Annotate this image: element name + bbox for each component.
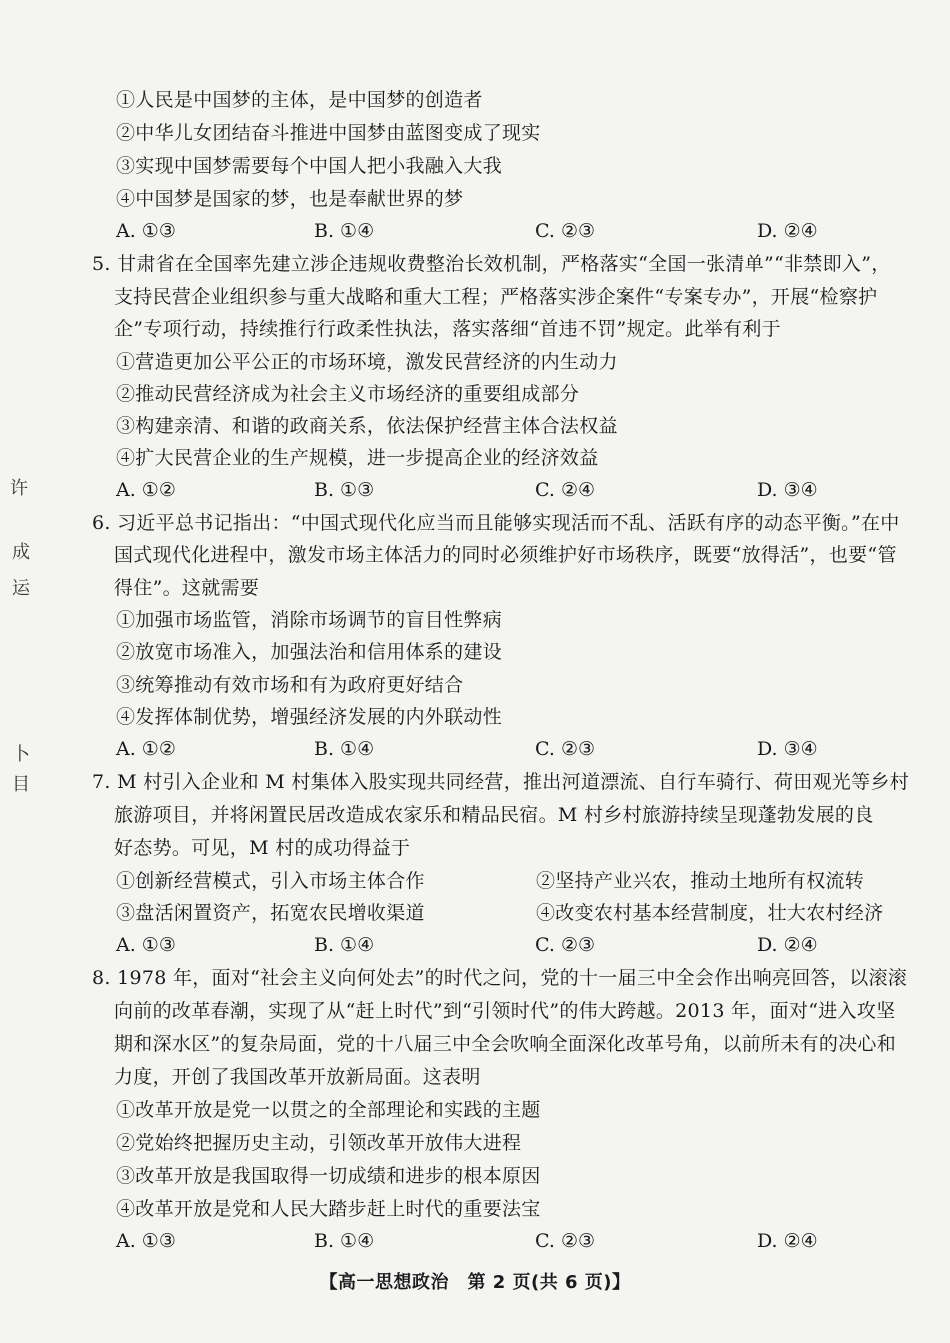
q4-option-2: ②中华儿女团结奋斗推进中国梦由蓝图变成了现实 — [116, 122, 541, 144]
q8-stem-line-3: 期和深水区”的复杂局面，党的十八届三中全会吹响全面深化改革号角，以前所未有的决心和 — [114, 1033, 897, 1055]
q8-answer-a: A. ①③ — [116, 1230, 176, 1252]
q5-option-1: ①营造更加公平公正的市场环境，激发民营经济的内生动力 — [116, 351, 618, 373]
q5-answer-a: A. ①② — [116, 479, 176, 501]
q4-answer-b: B. ①④ — [314, 220, 375, 242]
margin-mark-3: 运 — [12, 578, 30, 599]
q5-option-4: ④扩大民营企业的生产规模，进一步提高企业的经济效益 — [116, 447, 599, 469]
q5-answer-d: D. ③④ — [757, 479, 818, 501]
q5-answer-c: C. ②④ — [535, 479, 596, 501]
q6-answer-d: D. ③④ — [757, 738, 818, 760]
q6-answer-c: C. ②③ — [535, 738, 596, 760]
q5-option-3: ③构建亲清、和谐的政商关系，依法保护经营主体合法权益 — [116, 415, 618, 437]
q7-answer-d: D. ②④ — [757, 934, 818, 956]
margin-mark-2: 成 — [12, 542, 30, 563]
margin-mark-4: 卜 — [12, 744, 30, 765]
q8-stem-line-1: 8. 1978 年，面对“社会主义向何处去”的时代之问，党的十一届三中全会作出响亮回答，以滚滚 — [92, 967, 908, 989]
q8-answer-b: B. ①④ — [314, 1230, 375, 1252]
margin-mark-1: 许 — [10, 478, 28, 499]
q8-stem-line-2: 向前的改革春潮，实现了从“赶上时代”到“引领时代”的伟大跨越。2013 年，面对“进入攻坚 — [114, 1000, 896, 1022]
q6-option-3: ③统筹推动有效市场和有为政府更好结合 — [116, 674, 464, 696]
q7-stem-line-3: 好态势。可见，M 村的成功得益于 — [114, 837, 411, 859]
q7-option-2: ②坚持产业兴农，推动土地所有权流转 — [536, 870, 865, 892]
q4-answer-a: A. ①③ — [116, 220, 176, 242]
q5-stem-line-3: 企”专项行动，持续推行行政柔性执法，落实落细“首违不罚”规定。此举有利于 — [114, 318, 781, 340]
q5-answer-b: B. ①③ — [314, 479, 375, 501]
q4-answer-d: D. ②④ — [757, 220, 818, 242]
q7-answer-a: A. ①③ — [116, 934, 176, 956]
q4-option-1: ①人民是中国梦的主体，是中国梦的创造者 — [116, 89, 483, 111]
q7-option-1: ①创新经营模式，引入市场主体合作 — [116, 870, 425, 892]
q4-answer-c: C. ②③ — [535, 220, 596, 242]
q8-answer-d: D. ②④ — [757, 1230, 818, 1252]
q6-option-2: ②放宽市场准入，加强法治和信用体系的建设 — [116, 641, 503, 663]
q6-answer-b: B. ①④ — [314, 738, 375, 760]
q6-option-1: ①加强市场监管，消除市场调节的盲目性弊病 — [116, 609, 503, 631]
q8-option-1: ①改革开放是党一以贯之的全部理论和实践的主题 — [116, 1099, 541, 1121]
q5-stem-line-2: 支持民营企业组织参与重大战略和重大工程；严格落实涉企案件“专案专办”，开展“检察护 — [114, 286, 878, 308]
q6-answer-a: A. ①② — [116, 738, 176, 760]
q4-option-4: ④中国梦是国家的梦，也是奉献世界的梦 — [116, 188, 464, 210]
q4-option-3: ③实现中国梦需要每个中国人把小我融入大我 — [116, 155, 503, 177]
q7-answer-c: C. ②③ — [535, 934, 596, 956]
q7-option-4: ④改变农村基本经营制度，壮大农村经济 — [536, 902, 884, 924]
q8-stem-line-4: 力度，开创了我国改革开放新局面。这表明 — [114, 1066, 481, 1088]
q8-answer-c: C. ②③ — [535, 1230, 596, 1252]
q6-stem-line-3: 得住”。这就需要 — [114, 577, 260, 599]
q6-option-4: ④发挥体制优势，增强经济发展的内外联动性 — [116, 706, 503, 728]
q7-stem-line-1: 7. M 村引入企业和 M 村集体入股实现共同经营，推出河道漂流、自行车骑行、荷田观光等乡村 — [92, 771, 909, 793]
q5-stem-line-1: 5. 甘肃省在全国率先建立涉企违规收费整治长效机制，严格落实“全国一张清单”“非禁即入”， — [92, 253, 891, 275]
q5-option-2: ②推动民营经济成为社会主义市场经济的重要组成部分 — [116, 383, 580, 405]
q7-stem-line-2: 旅游项目，并将闲置民居改造成农家乐和精品民宿。M 村乡村旅游持续呈现蓬勃发展的良 — [114, 804, 874, 826]
margin-mark-5: 目 — [12, 774, 30, 795]
q6-stem-line-2: 国式现代化进程中，激发市场主体活力的同时必须维护好市场秩序，既要“放得活”，也要“管 — [114, 544, 897, 566]
q8-option-3: ③改革开放是我国取得一切成绩和进步的根本原因 — [116, 1165, 541, 1187]
q8-option-2: ②党始终把握历史主动，引领改革开放伟大进程 — [116, 1132, 522, 1154]
q8-option-4: ④改革开放是党和人民大踏步赶上时代的重要法宝 — [116, 1198, 541, 1220]
q7-answer-b: B. ①④ — [314, 934, 375, 956]
q7-option-3: ③盘活闲置资产，拓宽农民增收渠道 — [116, 902, 425, 924]
page-footer: 【高一思想政治 第 2 页(共 6 页)】 — [319, 1272, 631, 1293]
q6-stem-line-1: 6. 习近平总书记指出：“中国式现代化应当而且能够实现活而不乱、活跃有序的动态平衡。”在中 — [92, 512, 900, 534]
